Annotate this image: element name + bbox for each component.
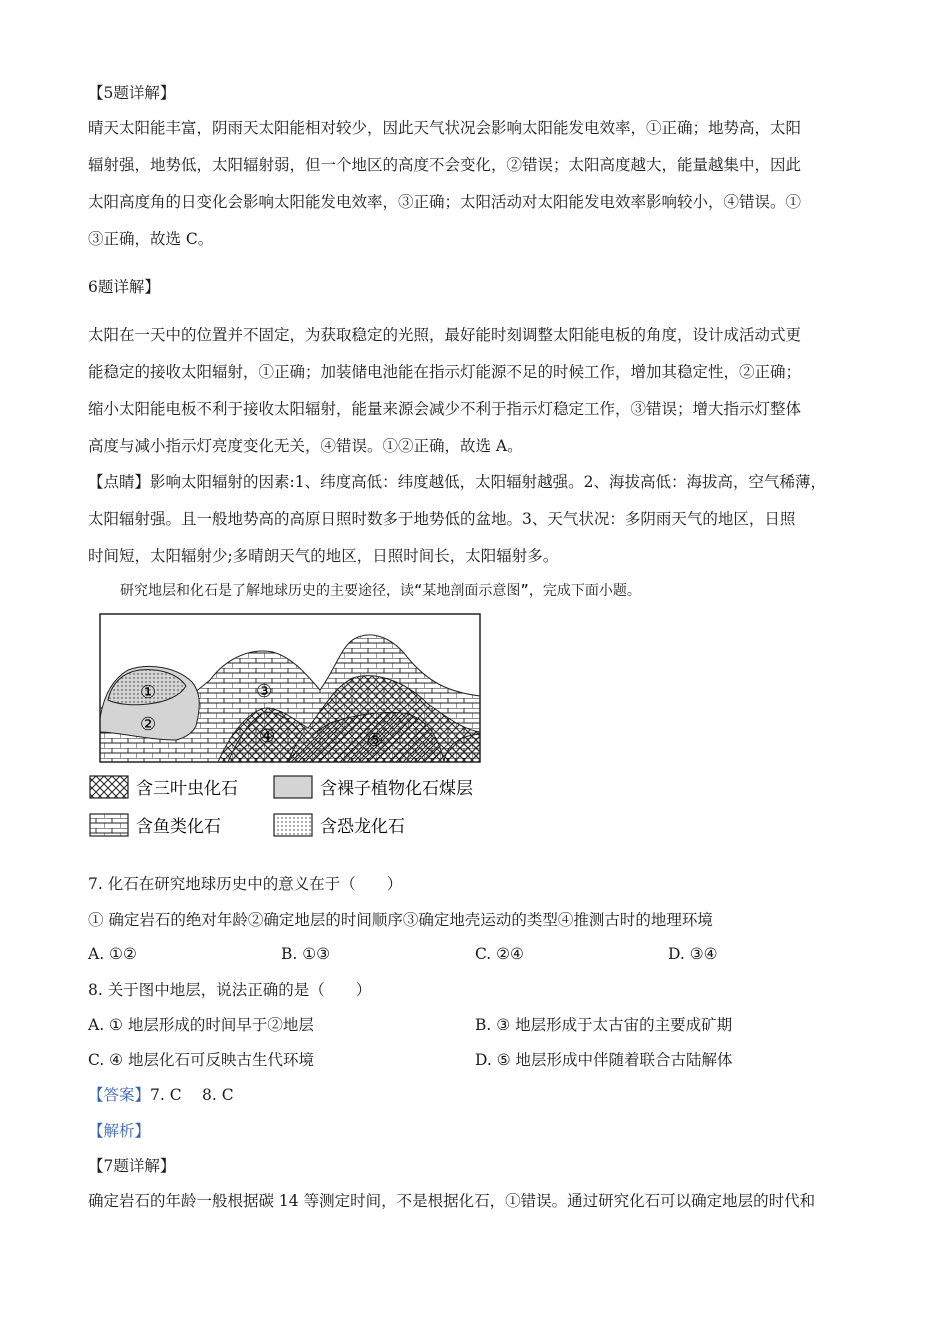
q8-option-c: C. ④ 地层化石可反映古生代环境 (88, 1051, 314, 1069)
q6-heading: 6题详解】 (88, 278, 160, 296)
q6-tip-line-2: 太阳辐射强。且一般地势高的高原日照时数多于地势低的盆地。3、天气状况：多阴雨天气的地区，日照 (88, 510, 796, 528)
q6-line-4: 高度与减小指示灯亮度变化无关，④错误。①②正确，故选 A。 (88, 437, 523, 455)
q7-stem: 7. 化石在研究地球历史中的意义在于（ ） (88, 875, 403, 893)
answer-label: 【答案】 (88, 1086, 151, 1104)
label-4: ④ (259, 726, 276, 747)
q6-tip-line-1: 【点睛】影响太阳辐射的因素:1、纬度高低：纬度越低，太阳辐射越强。2、海拔高低：海拔高，空气稀薄， (88, 473, 826, 491)
cross-section-diagram (88, 608, 508, 843)
q6-line-2: 能稳定的接收太阳辐射，①正确；加装储电池能在指示灯能源不足的时候工作，增加其稳定性，②正确； (88, 363, 802, 381)
legend-swatch-trilobite (90, 776, 128, 798)
q8-option-a: A. ① 地层形成的时间早于②地层 (88, 1016, 314, 1034)
legend-swatch-fish (90, 814, 128, 836)
q6-line-3: 缩小太阳能电板不利于接收太阳辐射，能量来源会减少不利于指示灯稳定工作，③错误；增大指示灯整体 (88, 400, 802, 418)
q6-line-1: 太阳在一天中的位置并不固定，为获取稳定的光照，最好能时刻调整太阳能电板的角度，设计成活动式更 (88, 326, 802, 344)
q8-option-d: D. ⑤ 地层形成中伴随着联合古陆解体 (475, 1051, 733, 1069)
q5-heading: 【5题详解】 (88, 84, 176, 102)
legend-swatch-gymnosperm (274, 776, 312, 798)
legend-fish: 含鱼类化石 (136, 817, 221, 837)
legend-swatch-dinosaur (274, 814, 312, 836)
q7-detail-line: 确定岩石的年龄一般根据碳 14 等测定时间，不是根据化石，①错误。通过研究化石可以确定地层的时代和 (88, 1192, 816, 1210)
label-5: ⑤ (367, 730, 384, 751)
q5-line-4: ③正确，故选 C。 (88, 230, 214, 248)
q8-stem: 8. 关于图中地层，说法正确的是（ ） (88, 981, 372, 999)
q6-tip-line-3: 时间短，太阳辐射少;多晴朗天气的地区，日照时间长，太阳辐射多。 (88, 547, 559, 565)
label-2: ② (140, 714, 157, 735)
section-intro: 研究地层和化石是了解地球历史的主要途径，读“某地剖面示意图”，完成下面小题。 (120, 583, 641, 599)
answer-value: 7. C 8. C (150, 1086, 234, 1104)
q7-detail-heading: 【7题详解】 (88, 1157, 176, 1175)
q5-line-3: 太阳高度角的日变化会影响太阳能发电效率，③正确；太阳活动对太阳能发电效率影响较小，④错误。① (88, 193, 802, 211)
analysis-label: 【解析】 (88, 1122, 151, 1140)
q5-line-1: 晴天太阳能丰富，阴雨天太阳能相对较少，因此天气状况会影响太阳能发电效率，①正确；地势高，太阳 (88, 119, 802, 137)
answer-row (88, 1085, 234, 1105)
q7-option-b: B. ①③ (281, 945, 331, 963)
q5-line-2: 辐射强，地势低，太阳辐射弱，但一个地区的高度不会变化，②错误；太阳高度越大，能量越集中，因此 (88, 156, 802, 174)
legend-dinosaur: 含恐龙化石 (320, 817, 405, 837)
label-1: ① (140, 682, 157, 703)
q7-statements: ① 确定岩石的绝对年龄②确定地层的时间顺序③确定地壳运动的类型④推测古时的地理环境 (88, 911, 713, 929)
q7-option-a: A. ①② (88, 945, 137, 963)
q7-option-d: D. ③④ (668, 945, 718, 963)
legend-gymnosperm: 含裸子植物化石煤层 (320, 779, 473, 799)
label-3: ③ (256, 681, 273, 702)
q8-option-b: B. ③ 地层形成于太古宙的主要成矿期 (475, 1016, 733, 1034)
q7-option-c: C. ②④ (475, 945, 524, 963)
legend-trilobite: 含三叶虫化石 (136, 779, 238, 799)
